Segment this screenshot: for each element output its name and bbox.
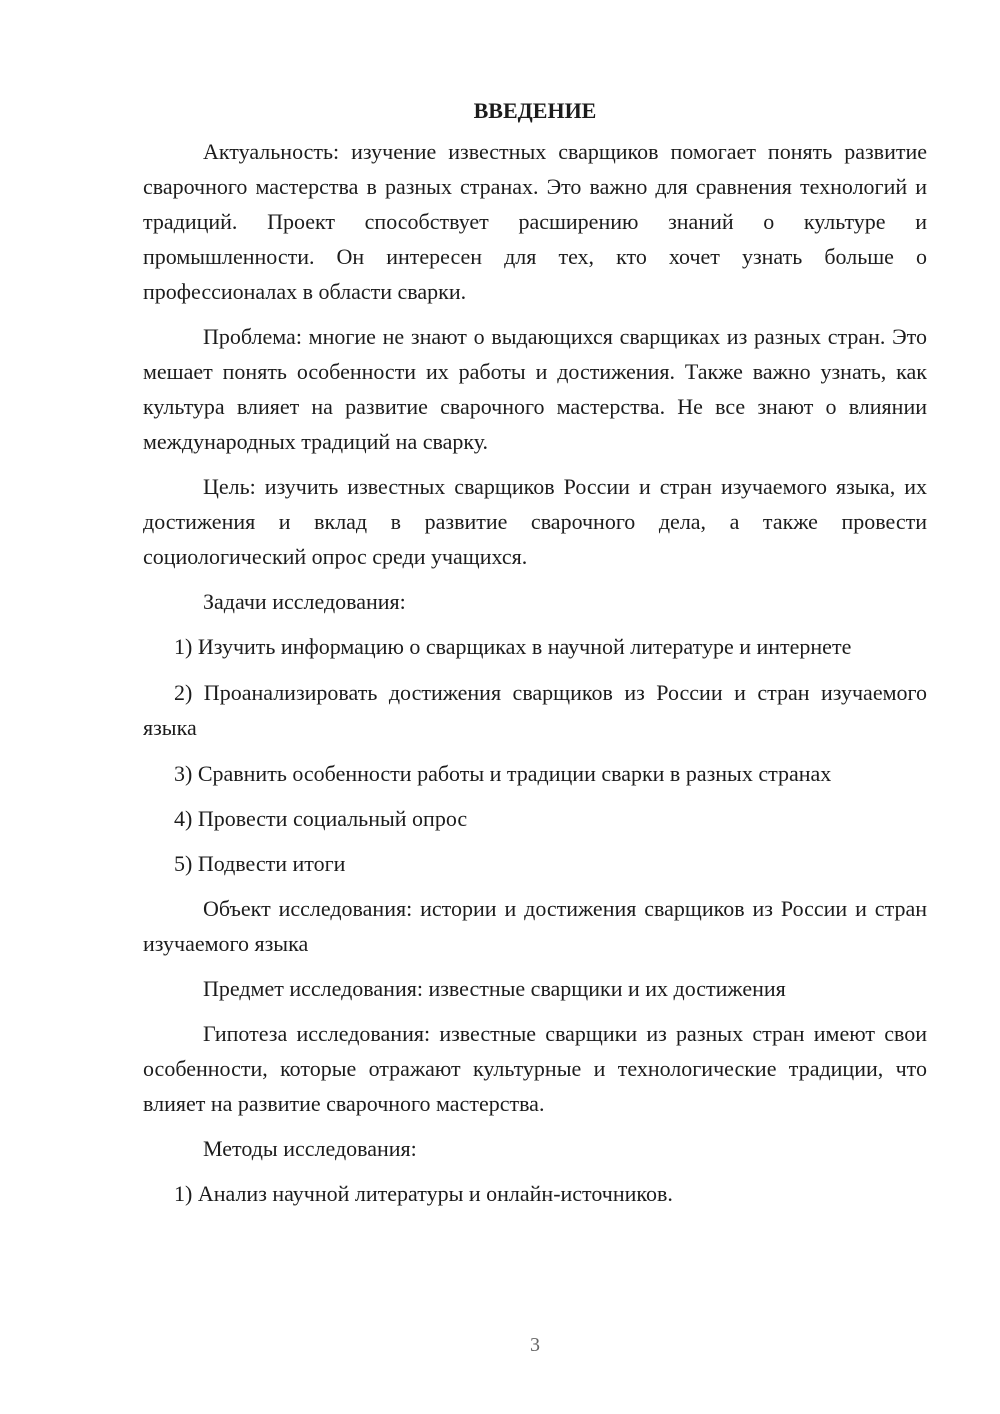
relevance-paragraph: Актуальность: изучение известных сварщиков помогает понять развитие сварочного мастерства в разных странах. Это важно для сравнения технологий и традиций. Проект способствует расширению знаний о культуре и промышленности. Он интересен для тех, кто хочет узнать больше о профессионалах в области сварки.: [143, 139, 927, 304]
task-item: 4) Провести социальный опрос: [174, 806, 468, 831]
task-item: 3) Сравнить особенности работы и традиции сварки в разных странах: [174, 761, 832, 786]
method-item: 1) Анализ научной литературы и онлайн-источников.: [174, 1181, 673, 1206]
methods-heading: Методы исследования:: [203, 1136, 417, 1161]
problem-paragraph: Проблема: многие не знают о выдающихся сварщиках из разных стран. Это мешает понять особенности их работы и достижения. Также важно узнать, как культура влияет на развитие сварочного мастерства. Не все знают о влиянии международных традиций на сварку.: [143, 324, 927, 454]
section-title: ВВЕДЕНИЕ: [473, 98, 597, 123]
hypothesis-paragraph: Гипотеза исследования: известные сварщики из разных стран имеют свои особенности, которые отражают культурные и технологические традиции, что влияет на развитие сварочного мастерства.: [143, 1021, 927, 1116]
task-item: 5) Подвести итоги: [174, 851, 346, 876]
task-item: 1) Изучить информацию о сварщиках в научной литературе и интернете: [174, 634, 852, 659]
page-content: [143, 93, 927, 1221]
goal-paragraph: Цель: изучить известных сварщиков России и стран изучаемого языка, их достижения и вклад в развитие сварочного дела, а также провести социологический опрос среди учащихся.: [143, 474, 927, 569]
page-number: 3: [530, 1334, 540, 1356]
task-item: 2) Проанализировать достижения сварщиков из России и стран изучаемого языка: [143, 680, 927, 740]
subject-paragraph: Предмет исследования: известные сварщики и их достижения: [203, 976, 786, 1001]
tasks-heading: Задачи исследования:: [203, 589, 406, 614]
object-paragraph: Объект исследования: истории и достижения сварщиков из России и стран изучаемого языка: [143, 896, 927, 956]
